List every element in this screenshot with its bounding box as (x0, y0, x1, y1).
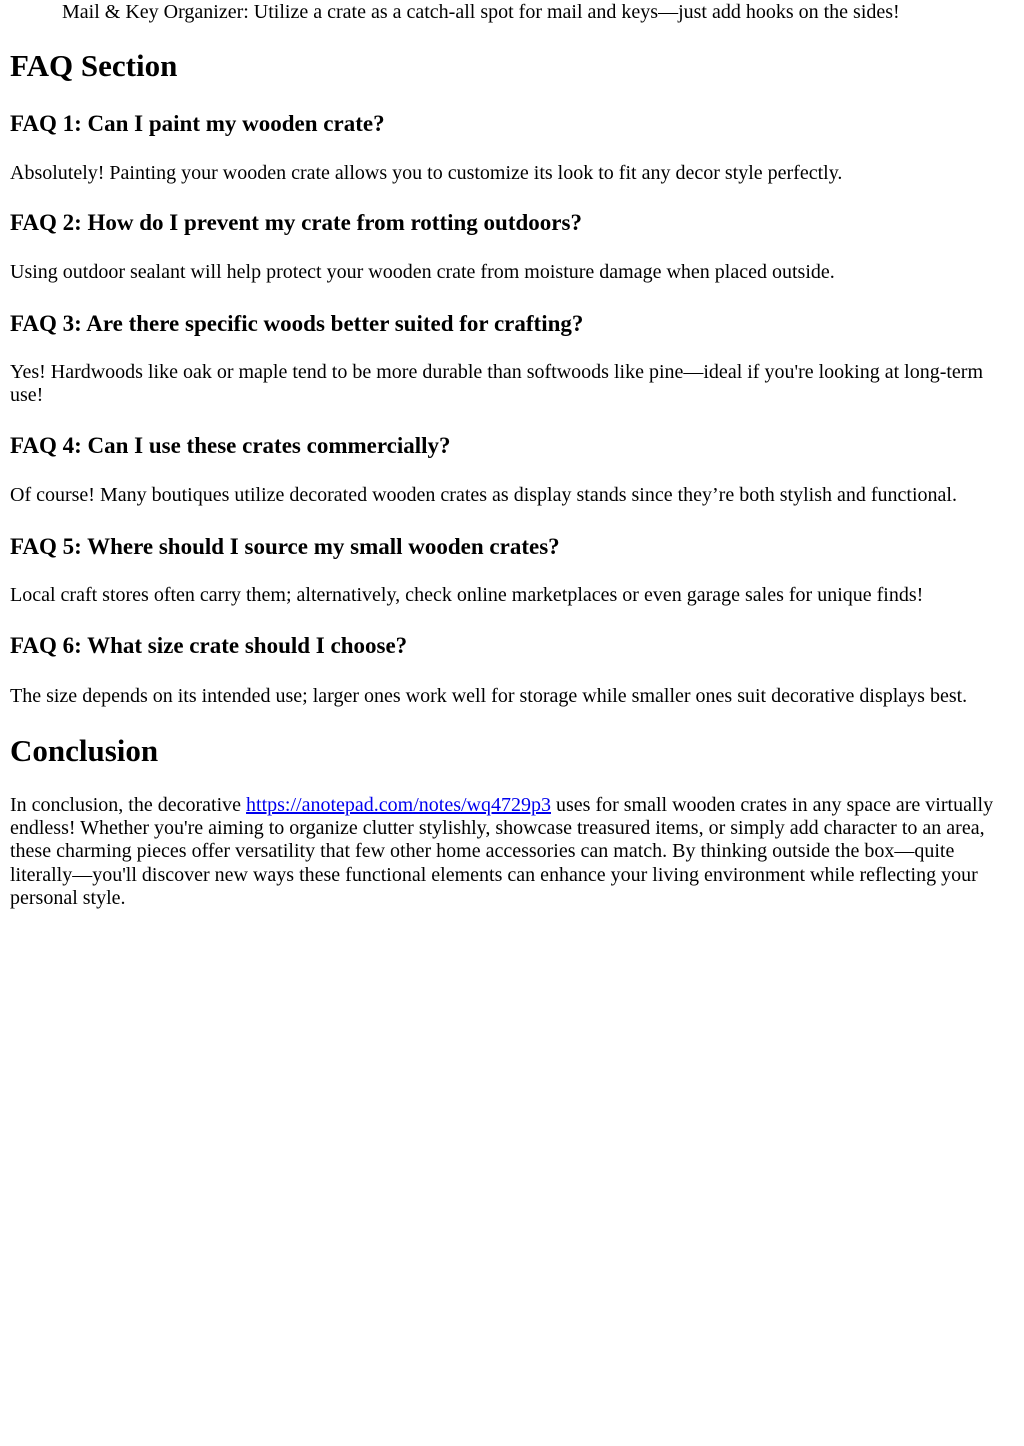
faq-section-heading: FAQ Section (10, 48, 178, 83)
faq-3-answer: Yes! Hardwoods like oak or maple tend to be more durable than softwoods like pine—ideal if you're looking at long-term use! (10, 361, 984, 407)
conclusion-paragraph (10, 794, 1018, 910)
anotepad-link[interactable]: https://anotepad.com/notes/wq4729p3 (246, 794, 551, 816)
faq-1-question: FAQ 1: Can I paint my wooden crate? (10, 111, 385, 136)
list-item-mail-key-organizer: Mail & Key Organizer: Utilize a crate as a catch-all spot for mail and keys—just add hooks on the sides! (62, 1, 900, 23)
conclusion-heading: Conclusion (10, 733, 159, 768)
faq-2-answer: Using outdoor sealant will help protect your wooden crate from moisture damage when placed outside. (10, 261, 835, 283)
faq-6-answer: The size depends on its intended use; larger ones work well for storage while smaller ones suit decorative displays best. (10, 685, 968, 707)
faq-5-question: FAQ 5: Where should I source my small wooden crates? (10, 534, 560, 559)
conclusion-text-before-link: In conclusion, the decorative (10, 794, 247, 816)
faq-6-question: FAQ 6: What size crate should I choose? (10, 633, 408, 658)
conclusion-text-after-link: uses for small wooden crates in any space are virtually endless! Whether you're aiming to organize clutter stylishly, showcase treasured items, or simply add character to an area, these charming pieces offer versatility that few other home accessories can match. By thinking outside the box—quite literally—you'll discover new ways these functional elements can enhance your living environment while reflecting your personal style. (10, 794, 994, 909)
faq-2-question: FAQ 2: How do I prevent my crate from rotting outdoors? (10, 210, 582, 235)
faq-5-answer: Local craft stores often carry them; alternatively, check online marketplaces or even garage sales for unique finds! (10, 584, 924, 606)
faq-4-answer: Of course! Many boutiques utilize decorated wooden crates as display stands since they’re both stylish and functional. (10, 484, 957, 506)
faq-3-question: FAQ 3: Are there specific woods better suited for crafting? (10, 311, 584, 336)
faq-1-answer: Absolutely! Painting your wooden crate allows you to customize its look to fit any decor style perfectly. (10, 162, 843, 184)
faq-4-question: FAQ 4: Can I use these crates commercially? (10, 433, 451, 458)
